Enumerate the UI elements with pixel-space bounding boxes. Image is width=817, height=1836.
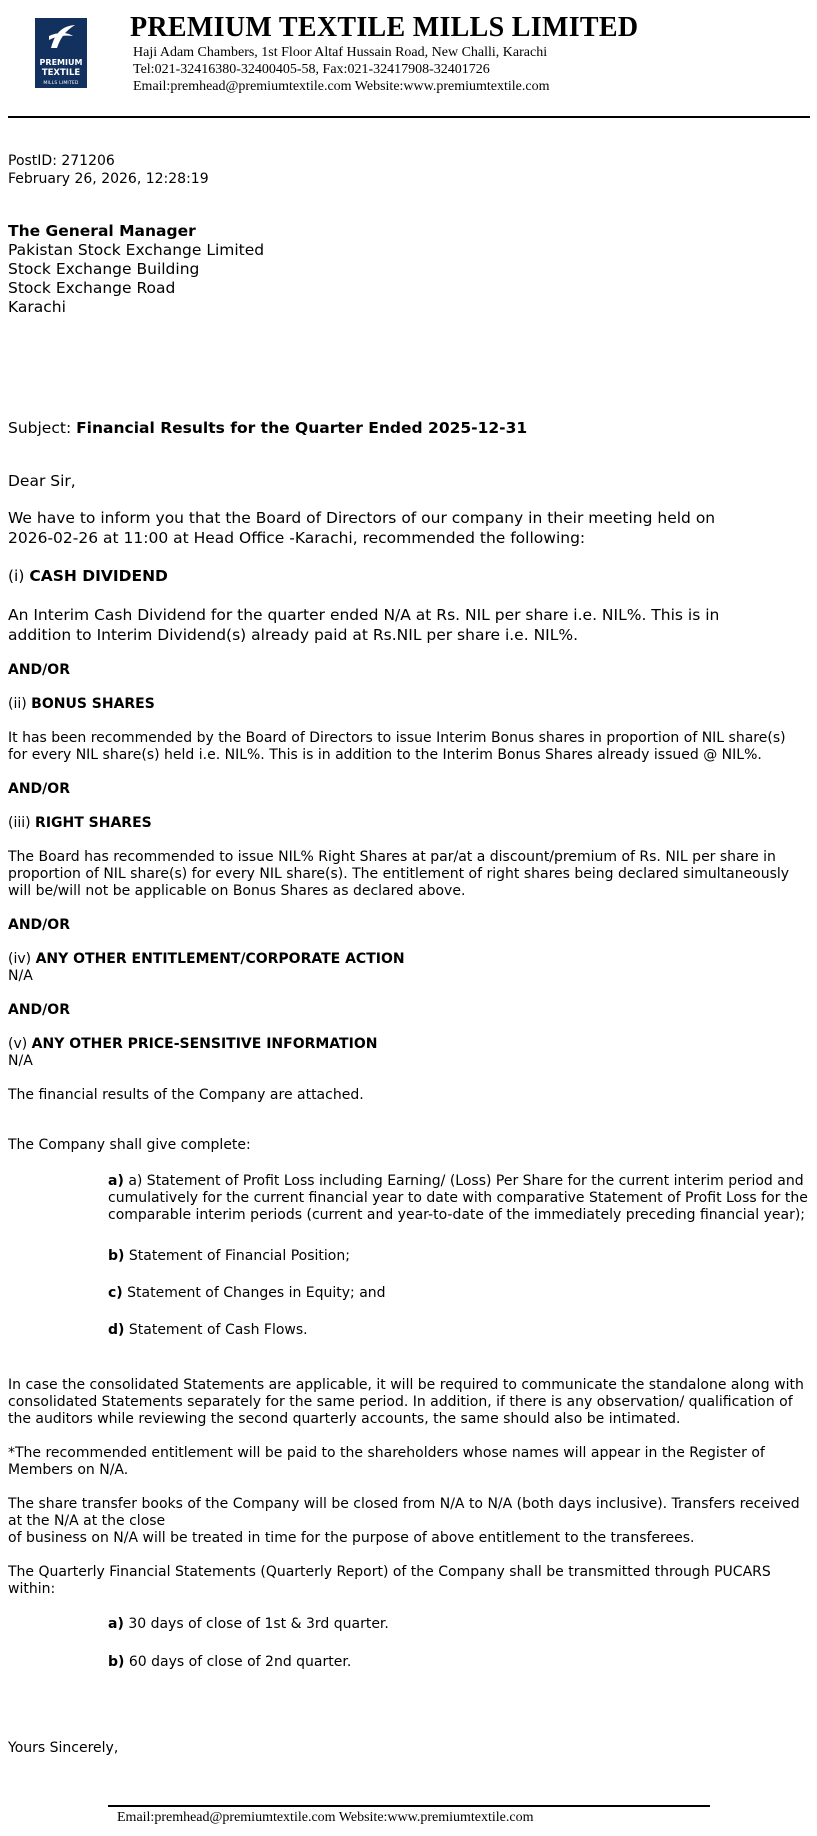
recipient-title: The General Manager [8, 222, 196, 240]
statement-item-cont: cumulatively for the current financial year to date with comparative Statement of Profit Loss for the [108, 1190, 808, 1206]
transfer-text: at the N/A at the close [8, 1513, 166, 1529]
cash-dividend-heading [8, 567, 168, 585]
subject-text: Financial Results for the Quarter Ended 2025-12-31 [76, 419, 528, 437]
section-number: (ii) [8, 696, 32, 712]
logo-text-premium: PREMIUM [39, 58, 83, 67]
section-title: ANY OTHER ENTITLEMENT/CORPORATE ACTION [35, 951, 405, 967]
company-name: PREMIUM TEXTILE MILLS LIMITED [130, 12, 639, 43]
entitlement-text: *The recommended entitlement will be paid to the shareholders whose names will appear in the Register of [8, 1445, 765, 1461]
and-or-label: AND/OR [8, 1002, 70, 1018]
consolidated-text: In case the consolidated Statements are applicable, it will be required to communicate the standalone along with [8, 1377, 804, 1393]
subject-label: Subject: [8, 419, 77, 437]
footer-contact: Email:premhead@premiumtextile.com Website:www.premiumtextile.com [117, 1810, 534, 1825]
item-text: Statement of Changes in Equity; and [127, 1285, 386, 1301]
footer-divider [108, 1805, 710, 1807]
other-entitlement-heading [8, 951, 405, 967]
item-text: Statement of Financial Position; [128, 1248, 350, 1264]
logo-text-mills: MILLS LIMITED [43, 81, 79, 86]
header-divider [8, 116, 810, 118]
results-attached-text: The financial results of the Company are attached. [8, 1087, 364, 1103]
statement-item [108, 1322, 308, 1338]
price-sensitive-value: N/A [8, 1053, 33, 1069]
item-text: 60 days of close of 2nd quarter. [128, 1654, 352, 1670]
transfer-text: of business on N/A will be treated in time for the purpose of above entitlement to the transferees. [8, 1530, 695, 1546]
letterhead [0, 0, 817, 118]
item-text: 30 days of close of 1st & 3rd quarter. [128, 1616, 389, 1632]
item-key: b) [108, 1248, 125, 1264]
deadline-item [108, 1616, 389, 1632]
intro-line: 2026-02-26 at 11:00 at Head Office -Karachi, recommended the following: [8, 529, 586, 547]
section-number: (v) [8, 1036, 32, 1052]
statement-item [108, 1248, 350, 1264]
section-title: RIGHT SHARES [35, 815, 152, 831]
deadline-item [108, 1654, 351, 1670]
post-datetime: February 26, 2026, 12:28:19 [8, 171, 209, 187]
and-or-label: AND/OR [8, 662, 70, 678]
company-address: Haji Adam Chambers, 1st Floor Altaf Hussain Road, New Challi, Karachi [133, 45, 548, 60]
intro-line: We have to inform you that the Board of Directors of our company in their meeting held on [8, 509, 716, 527]
company-contact: Email:premhead@premiumtextile.com Website:www.premiumtextile.com [133, 79, 550, 94]
cash-dividend-text: An Interim Cash Dividend for the quarter ended N/A at Rs. NIL per share i.e. NIL%. This is in [8, 606, 720, 624]
other-entitlement-value: N/A [8, 968, 33, 984]
subject-line [8, 419, 527, 437]
right-shares-text: will be/will not be applicable on Bonus Shares as declared above. [8, 883, 466, 899]
pucars-text: within: [8, 1581, 56, 1597]
give-complete-text: The Company shall give complete: [8, 1137, 251, 1153]
price-sensitive-heading [8, 1036, 377, 1052]
company-logo [35, 18, 87, 88]
section-number: (iv) [8, 951, 36, 967]
section-number: (i) [8, 567, 30, 585]
section-title: ANY OTHER PRICE-SENSITIVE INFORMATION [31, 1036, 378, 1052]
statement-item [108, 1285, 386, 1301]
and-or-label: AND/OR [8, 917, 70, 933]
entitlement-text: Members on N/A. [8, 1462, 129, 1478]
section-number: (iii) [8, 815, 36, 831]
recipient-line: Stock Exchange Road [8, 279, 176, 297]
recipient-line: Karachi [8, 298, 66, 316]
section-title: BONUS SHARES [31, 696, 155, 712]
section-title: CASH DIVIDEND [29, 567, 168, 585]
bonus-heading [8, 696, 155, 712]
item-key: d) [108, 1322, 125, 1338]
consolidated-text: consolidated Statements separately for the same period. In addition, if there is any observation/ qualification of [8, 1394, 793, 1410]
transfer-text: The share transfer books of the Company will be closed from N/A to N/A (both days inclusive). Transfers received [8, 1496, 800, 1512]
item-key: a) [108, 1173, 124, 1189]
pucars-text: The Quarterly Financial Statements (Quarterly Report) of the Company shall be transmitted through PUCARS [8, 1564, 771, 1580]
cash-dividend-text: addition to Interim Dividend(s) already paid at Rs.NIL per share i.e. NIL%. [8, 626, 579, 644]
bonus-text: for every NIL share(s) held i.e. NIL%. This is in addition to the Interim Bonus Shares already issued @ NIL%. [8, 747, 762, 763]
salutation: Dear Sir, [8, 472, 76, 490]
logo-swoosh-icon [41, 22, 81, 52]
and-or-label: AND/OR [8, 781, 70, 797]
item-text: Statement of Cash Flows. [128, 1322, 308, 1338]
logo-text-textile: TEXTILE [41, 68, 81, 78]
statement-item [108, 1173, 804, 1189]
bonus-text: It has been recommended by the Board of Directors to issue Interim Bonus shares in proportion of NIL share(s) [8, 730, 786, 746]
post-id: PostID: 271206 [8, 153, 115, 169]
recipient-line: Pakistan Stock Exchange Limited [8, 241, 265, 259]
company-phone: Tel:021-32416380-32400405-58, Fax:021-32417908-32401726 [133, 62, 490, 77]
recipient-line: Stock Exchange Building [8, 260, 200, 278]
item-text: a) Statement of Profit Loss including Earning/ (Loss) Per Share for the current interim period and [128, 1173, 804, 1189]
item-key: a) [108, 1616, 124, 1632]
item-key: c) [108, 1285, 123, 1301]
closing: Yours Sincerely, [8, 1740, 119, 1756]
item-key: b) [108, 1654, 125, 1670]
right-shares-text: The Board has recommended to issue NIL% Right Shares at par/at a discount/premium of Rs. NIL per share in [8, 849, 776, 865]
right-shares-heading [8, 815, 152, 831]
consolidated-text: the auditors while reviewing the second quarterly accounts, the same should also be intimated. [8, 1411, 681, 1427]
statement-item-cont: comparable interim periods (current and year-to-date of the immediately preceding financial year); [108, 1207, 805, 1223]
right-shares-text: proportion of NIL share(s) for every NIL share(s). The entitlement of right shares being declared simultaneously [8, 866, 790, 882]
